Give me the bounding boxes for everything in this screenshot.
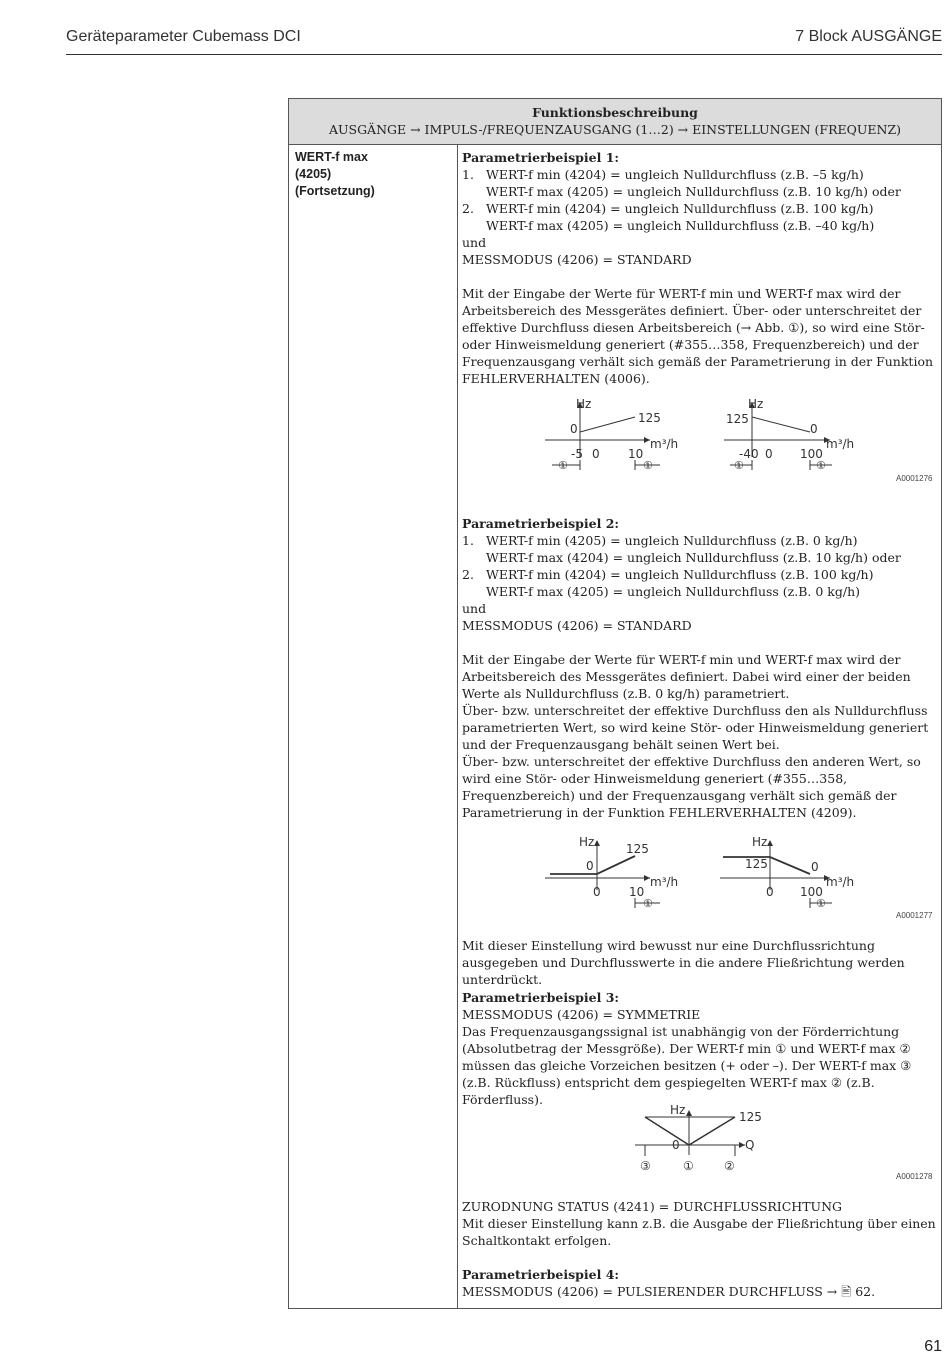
fig2-b-x0: 0: [766, 885, 774, 899]
description: Über- bzw. unterschreitet der effektive Durchfluss den anderen Wert, so wird eine Stör- oder Hinweismeldung generiert (#355…358, Frequenzbereich) und der Frequenzausgang verhält sich gemäß der Parametrierung in der Funktion FEHLERVERHALTEN (4209).: [462, 754, 921, 820]
fig2-b-x1: 100: [800, 885, 823, 899]
fig2-b-mark: ①: [816, 897, 826, 910]
fig1-a-y1: 125: [638, 411, 661, 425]
example-3-title: Parametrierbeispiel 3:: [462, 990, 620, 1005]
fig1-b-x0: 0: [765, 447, 773, 461]
description: Mit der Eingabe der Werte für WERT-f min und WERT-f max wird der Arbeitsbereich des Messgerätes definiert. Dabei wird einer der beiden Werte als Nulldurchfluss (z.B. 0 kg/h) parametriert.: [462, 652, 911, 701]
description: Mit der Eingabe der Werte für WERT-f min und WERT-f max wird der Arbeitsbereich des Messgerätes definiert. Über- oder unterschreitet der effektive Durchfluss diesen Arbeitsbereich (→ Abb. ①), so wird eine Stör- oder Hinweismeldung generiert (#355…358, Frequenzbereich) und der Frequenzausgang verhält sich gemäß der Parametrierung in der Funktion FEHLERVERHALTEN (4006).: [462, 286, 934, 386]
fig1-b-y1: 125: [726, 412, 749, 426]
description: Das Frequenzausgangssignal ist unabhängig von der Förderrichtung (Absolutbetrag der Messgröße). Der WERT-f min ① und WERT-f max ② müssen das gleiche Vorzeichen besitzen (+ oder –). Der WERT-f max ③ (z.B. Rückfluss) entspricht dem gespiegelten WERT-f max ② (z.B. Förderfluss).: [462, 1024, 912, 1107]
fig2-a-unit: m³/h: [650, 875, 679, 889]
status-line: ZURODNUNG STATUS (4241) = DURCHFLUSSRICHTUNG: [462, 1199, 842, 1214]
header-section: 7 Block AUSGÄNGE: [795, 28, 942, 45]
page-header: [66, 26, 942, 55]
fig1-b-mark: ①: [816, 459, 826, 472]
list-num: 1.: [462, 167, 474, 182]
fig2-b-hz: Hz: [752, 835, 768, 849]
figure-2: [540, 830, 860, 915]
mode-line: MESSMODUS (4206) = PULSIERENDER DURCHFLUSS → 🖹 62.: [462, 1284, 876, 1299]
description: Mit dieser Einstellung kann z.B. die Ausgabe der Fließrichtung über einen Schaltkontakt erfolgen.: [462, 1216, 936, 1248]
example-3: [462, 989, 936, 1108]
mode-line: MESSMODUS (4206) = STANDARD: [462, 252, 692, 267]
fig2-b-y1: 125: [745, 857, 768, 871]
and-text: und: [462, 235, 487, 250]
status-section: [462, 1198, 936, 1249]
list-item: WERT-f min (4204) = ungleich Nulldurchfluss (z.B. 100 kg/h): [486, 201, 874, 216]
fig3-mark-2: ②: [724, 1159, 735, 1173]
fig1-b-hz: Hz: [748, 397, 764, 411]
fig1-a-mark: ①: [558, 459, 568, 472]
mode-line: MESSMODUS (4206) = SYMMETRIE: [462, 1007, 701, 1022]
list-item: WERT-f max (4205) = ungleich Nulldurchfluss (z.B. 0 kg/h): [486, 584, 861, 599]
list-num: 2.: [462, 201, 474, 216]
fig3-q: Q: [745, 1138, 755, 1152]
example-4: [462, 1266, 936, 1300]
fig1-b-unit: m³/h: [826, 437, 855, 451]
fig1-b-y0: 0: [810, 422, 818, 436]
fig1-a-x1: 10: [628, 447, 644, 461]
list-item: WERT-f min (4205) = ungleich Nulldurchfluss (z.B. 0 kg/h): [486, 533, 858, 548]
fig1-a-y0: 0: [570, 422, 578, 436]
fig1-b-mark: ①: [734, 459, 744, 472]
fig2-a-hz: Hz: [579, 835, 595, 849]
figure-1: [540, 392, 860, 477]
page-number: 61: [924, 1338, 942, 1355]
fig3-y0: 0: [672, 1138, 680, 1152]
example-4-title: Parametrierbeispiel 4:: [462, 1267, 620, 1282]
fig3-y1: 125: [739, 1110, 762, 1124]
list-item: WERT-f max (4205) = ungleich Nulldurchfluss (z.B. 10 kg/h) oder: [486, 184, 901, 199]
fig2-a-mark: ①: [643, 897, 653, 910]
fig1-a-mark: ①: [643, 459, 653, 472]
fig3-hz: Hz: [670, 1103, 686, 1117]
table-path: AUSGÄNGE → IMPULS-/FREQUENZAUSGANG (1…2) → EINSTELLUNGEN (FREQUENZ): [328, 122, 902, 137]
list-item: WERT-f max (4205) = ungleich Nulldurchfluss (z.B. –40 kg/h): [486, 218, 875, 233]
mode-line: MESSMODUS (4206) = STANDARD: [462, 618, 692, 633]
fig1-a-x0: 0: [592, 447, 600, 461]
table-title: Funktionsbeschreibung: [532, 105, 698, 120]
fig2-b-unit: m³/h: [826, 875, 855, 889]
fig3-mark-1: ①: [683, 1159, 694, 1173]
example-2-note: [462, 937, 936, 988]
list-item: WERT-f max (4204) = ungleich Nulldurchfluss (z.B. 10 kg/h) oder: [486, 550, 901, 565]
fig2-a-y0: 0: [586, 859, 594, 873]
list-item: WERT-f min (4204) = ungleich Nulldurchfluss (z.B. –5 kg/h): [486, 167, 864, 182]
figure-3: [620, 1100, 800, 1175]
list-num: 1.: [462, 533, 474, 548]
table-header: [289, 99, 941, 145]
list-num: 2.: [462, 567, 474, 582]
fig3-mark-3: ③: [640, 1159, 651, 1173]
fig1-b-x1: 100: [800, 447, 823, 461]
list-item: WERT-f min (4204) = ungleich Nulldurchfluss (z.B. 100 kg/h): [486, 567, 874, 582]
header-doc-title: Geräteparameter Cubemass DCI: [66, 28, 301, 45]
fig2-b-y0: 0: [811, 860, 819, 874]
figure-3-id: A0001278: [896, 1172, 933, 1181]
fig1-a-hz: Hz: [576, 397, 592, 411]
fig2-a-x0: 0: [593, 885, 601, 899]
param-code: (4205): [295, 167, 332, 181]
example-2: [462, 515, 936, 821]
param-name: WERT-f max: [295, 150, 368, 164]
fig1-b-xm: -40: [739, 447, 759, 461]
description: Mit dieser Einstellung wird bewusst nur eine Durchflussrichtung ausgegeben und Durchflusswerte in die andere Fließrichtung werden unterdrückt.: [462, 938, 905, 987]
param-continued: (Fortsetzung): [295, 184, 375, 198]
fig1-a-unit: m³/h: [650, 437, 679, 451]
example-1-title: Parametrierbeispiel 1:: [462, 150, 620, 165]
figure-2-id: A0001277: [896, 911, 933, 920]
and-text: und: [462, 601, 487, 616]
fig2-a-y1: 125: [626, 842, 649, 856]
figure-1-id: A0001276: [896, 474, 933, 483]
fig2-a-x1: 10: [629, 885, 645, 899]
fig1-a-xm: -5: [571, 447, 583, 461]
example-1: [462, 149, 936, 387]
parameter-cell: [289, 145, 458, 1308]
example-2-title: Parametrierbeispiel 2:: [462, 516, 620, 531]
description: Über- bzw. unterschreitet der effektive Durchfluss den als Nulldurchfluss parametrierten Wert, so wird keine Stör- oder Hinweismeldung generiert und der Frequenzausgang behält seinen Wert bei.: [462, 703, 929, 752]
